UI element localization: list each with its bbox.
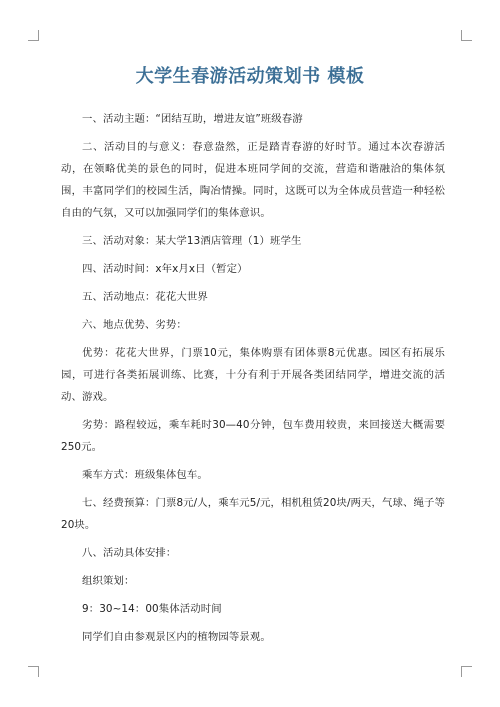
page-corner-mark-top-left xyxy=(28,30,39,41)
document-title: 大学生春游活动策划书 模板 xyxy=(135,66,365,87)
paragraph-theme: 一、活动主题：“团结互助，增进友谊”班级春游 xyxy=(82,113,303,125)
paragraph-purpose: 二、活动目的与意义：春意盎然，正是踏青春游的好时节。通过本次春游活动，在领略优美的景色的同时，促进本班同学间的交流，营造和谐融洽的集体氛围，丰富同学们的校园生活，陶冶情操。同时，这既可以为全体成员营造一种轻松自由的气氛，又可以加强同学们的集体意识。 xyxy=(61,141,445,219)
paragraph-audience: 三、活动对象：某大学13酒店管理（1）班学生 xyxy=(82,235,302,247)
paragraph-schedule-heading: 八、活动具体安排： xyxy=(82,547,177,559)
page-corner-mark-top-right xyxy=(461,30,472,41)
paragraph-organization: 组织策划： xyxy=(82,575,135,587)
page-corner-mark-bottom-left xyxy=(28,666,39,677)
paragraph-transport: 乘车方式：班级集体包车。 xyxy=(82,469,208,481)
document-body xyxy=(61,108,445,654)
paragraph-pros-cons-heading: 六、地点优势、劣势： xyxy=(82,319,187,331)
paragraph-location: 五、活动地点：花花大世界 xyxy=(82,291,208,303)
paragraph-free-visit: 同学们自由参观景区内的植物园等景观。 xyxy=(82,631,271,643)
paragraph-time: 四、活动时间：x年x月x日（暂定） xyxy=(82,263,248,275)
paragraph-disadvantages: 劣势：路程较远，乘车耗时30—40分钟，包车费用较贵，来回接送大概需要250元。 xyxy=(61,419,445,453)
paragraph-budget: 七、经费预算：门票8元/人，乘车元5/元，相机租赁20块/两天，气球、绳子等20块。 xyxy=(61,497,445,531)
paragraph-advantages: 优势：花花大世界，门票10元，集体购票有团体票8元优惠。园区有拓展乐园，可进行各类拓展训练、比赛，十分有利于开展各类团结同学，增进交流的活动、游戏。 xyxy=(61,347,445,403)
paragraph-activity-time: 9：30~14：00集体活动时间 xyxy=(82,603,222,615)
page-corner-mark-bottom-right xyxy=(461,666,472,677)
